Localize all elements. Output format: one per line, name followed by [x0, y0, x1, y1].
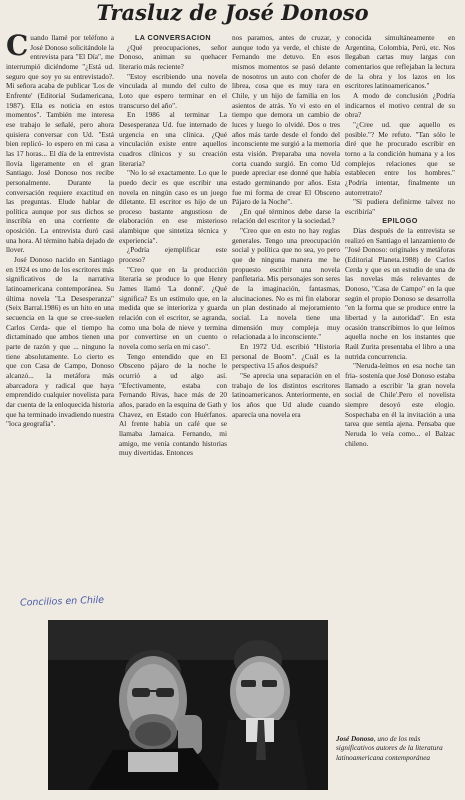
- section-heading: LA CONVERSACION: [134, 33, 211, 42]
- paragraph: "Si pudiera definirme talvez no escribiría": [345, 197, 455, 216]
- paragraph: ¿Podría ejemplificar este proceso?: [119, 245, 227, 265]
- photo-caption: [336, 735, 454, 795]
- paragraph: "Neruda-leímos en esa noche tan fria- sostenía que José Donoso estaba llamado a escribir 'la gran novela social de Chile'.Pero el novelista siempre desoyó este elogio. Sospechaba en él la invitación a una tarea que sentía ajena. Pensaba que Neruda lo veía como... el Balzac chileno.: [345, 361, 455, 448]
- intro-paragraph: [6, 33, 114, 255]
- paragraph: "Se aprecia una separación en el trabajo de los distintos escritores latinoamericanos. Anteriormente, en los años que Ud alude cuando aparecía una novela era: [232, 370, 340, 419]
- paragraph: nos paramos, antes de cruzar, y aunque todo ya verde, el chiste de Fernando me detuvo. En esos mismos momentos se pasó delante de nosotros un auto con chofer de librea, cosa que es muy rara en Chile, y un hijo de familia en los asientos de atrás. Yo vi esto en el tiempo que demora un cambio de luces y luego lo olvidé. Dos o tres años más tarde desde el fondo del inconsciente me surgió a la memoria esta visión. Preparaba una novela corta cuando surgió. En como Ud puede apreciar ese donné que había estado germinando por años. Esta fue mi forma de crear El Obsceno Pájaro de la Noche".: [232, 33, 340, 207]
- paragraph: En 1986 al terminar La Desesperanza Ud. fue internado de urgencia en una clínica. ¿Qué vinculación existe entre aquellos cuadros clínicos y su creación literaria?: [119, 110, 227, 168]
- article-column-1: [6, 33, 114, 600]
- paragraph: Días después de la entrevista se realizó en Santiago el lanzamiento de "José Donoso: originales y metáforas (Editorial Planeta.1988) de Carlos Cerda y que es un estudio de una de las novelas más relevantes de Donoso, "Casa de Campo" en la que según el propio Donoso se desarrolla "en la forma que se produce entre la libertad y la autoridad". En esta ocasión transcribimos lo que leímos aquella noche en los instantes que Raúl Zurita presentaba el libro a una nutrida concurrencia.: [345, 226, 455, 361]
- author-photo: [48, 620, 328, 790]
- article-column-3: [232, 33, 340, 589]
- caption-text: , uno de los más significativos autores de la literatura latinoamericana contemporánea: [336, 735, 443, 762]
- paragraph: "¿Cree ud. que aquello es posible."? Me refuto. "Tan sólo le diré que he procurado escribir en torno a la condición humana y a los complejos relaciones que se establecen entre los hombres." ¿Podría intentar, finalmente un autorretrato?: [345, 119, 455, 197]
- paragraph: "No lo sé exactamente. Lo que le puedo decir es que escribir una novela en ningún caso es un juego diletante. El escritor es hijo de un proceso bastante angustioso de elaboración en ese misterioso alambique que sintetiza técnica y experiencia".: [119, 168, 227, 245]
- drop-cap: C: [6, 33, 29, 62]
- paragraph: "Creo que en esto no hay reglas generales. Tengo una preocupación social y política que no sea, yo pero que de ninguna manera me he propuesto escribir una novela panfletaria. Mis personajes son seres de la imaginación, fantasmas, alucinaciones. No es mi fin elaborar un plan destinado al mejoramiento social. La novela tiene una dimensión muy compleja muy relacionada a lo inconsciente.": [232, 226, 340, 342]
- handwritten-note: Concilios en Chile: [19, 594, 105, 609]
- article-title: Trasluz de José Donoso: [96, 0, 369, 25]
- paragraph: conocida simultáneamente en Argentina, Colombia, Perú, etc. Nos llegaban cartas muy largas con comentarios que reflejaban la lectura de la obra y los lazos en los escritores latinoamericanos.": [345, 33, 455, 91]
- paragraph: "Creo que en la producción literaria se produce lo que Henry James llamó 'La donné'. ¿Qué significa? Es un estímulo que, en la medida que se interioriza y guarda relación con el escritor, se agranda, como una bola de nieve y termina por convertirse en un cuento o novela como sería en mi caso".: [119, 264, 227, 351]
- caption-name: José Donoso: [336, 735, 374, 743]
- paragraph: A modo de conclusión ¿Podría indicarnos el motivo central de su obra?: [345, 90, 455, 120]
- paragraph: "Estoy escribiendo una novela vinculada al mundo del culto de Loto que espero terminar en el transcurso del año".: [119, 71, 227, 110]
- paragraph: En 1972 Ud. escribió "Historia personal de Boom". ¿Cuál es la perspectiva 15 años después?: [232, 342, 340, 371]
- article-column-2: [119, 33, 227, 589]
- paragraph: ¿Qué preocupaciones, señor Donoso, animan su quehacer literario más reciente?: [119, 42, 227, 71]
- author-photo-image: [48, 620, 328, 790]
- paragraph: Tengo entendido que en El Obsceno pájaro de la noche le ocurrió a ud algo así. "Efectivamente, estaba con Fernando Rivas, hace más de 20 años, parado en la esquina de Gath y Chavez, en Estado con Huérfanos. Al frente había un café que se llamaba Jamaica. Fernando, mi amigo, me venía contando historias muy divertidas. Entonces: [119, 351, 227, 458]
- bio-paragraph: José Donoso nacido en Santiago en 1924 es uno de los escritores más significativos de la narrativa latinoamericana contemporánea. Su última novela "La Desesperanza" (Seix Barral.1986) es un hito en una secuencia en la que se cree-suelen Carlos Cerda- que el tiempo ha dictaminado que ambos tienen una parte de razón y que ... ninguno la tiene absolutamente. Lo cierto es que con Casa de Campo, Donoso alcanzó... la metáfora más abarcadora y radical que haya emprendido cualquier novelista para dar cuenta de la enloquecida historia que ha terminado invadiendo nuestra "loca geografía".: [6, 255, 114, 429]
- intro-text: uando llamé por teléfono a José Donoso solicitándole la entrevista para "El Día", me interrumpió diciéndome "¿Está ud. seguro que soy yo su entrevistado?. Mi señora acaba de publicar 'Los de Enfrente' (Editorial Sudamericana, 1987). Ella es noticia en estos momentos". También me interesa ese trabajo le señalé, pero ahora quisiera conversar con Ud. "Está bien replicó- lo espero en mi casa a las 17 horas... El día de la entrevista llovía ligeramente en el gran Santiago. José Donoso nos recibe personalmente. Durante la conversación requiere exactitud en las preguntas. Elude hablar de política aunque por sus dichos se inscribía en una corriente de oposición. La entrevista duró casi una hora. Al término había dejado de llover.: [6, 33, 114, 255]
- article-column-4: [345, 33, 455, 589]
- epilogue-heading: EPILOGO: [382, 216, 418, 226]
- paragraph: ¿En qué términos debe darse la relación del escritor y la sociedad.?: [232, 206, 340, 226]
